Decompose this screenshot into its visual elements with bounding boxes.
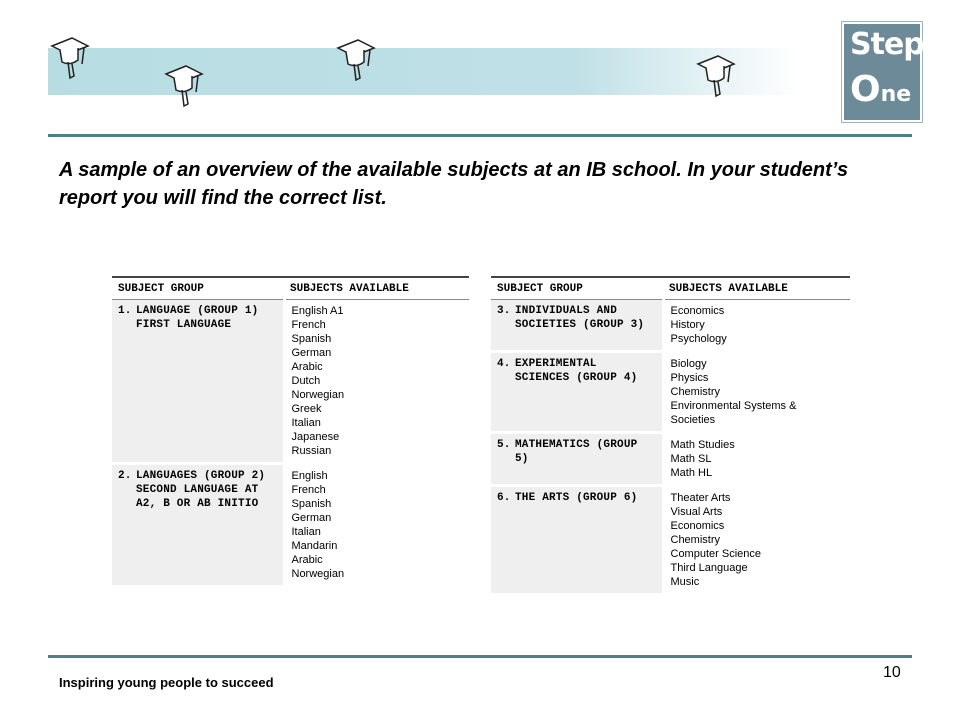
subject-item: Arabic <box>291 361 323 373</box>
subject-item: Greek <box>291 403 322 415</box>
subjects-available-cell <box>663 434 850 484</box>
table-row <box>491 487 850 593</box>
subject-item: Environmental Systems & <box>670 400 797 412</box>
group-number: 3. <box>497 305 511 317</box>
subjects-table-right <box>491 276 850 593</box>
group-number: 1. <box>118 305 132 317</box>
subjects-table-left <box>112 276 469 585</box>
subject-item: Italian <box>291 417 321 429</box>
table-row <box>491 300 850 351</box>
subject-item: Math SL <box>670 453 712 465</box>
group-number: 6. <box>497 492 511 504</box>
footer-divider <box>48 655 912 658</box>
subject-item: Mandarin <box>291 540 338 552</box>
graduation-cap-icon <box>162 64 206 116</box>
subject-item: English <box>291 470 328 482</box>
column-header-subject-group: SUBJECT GROUP <box>491 277 663 300</box>
page-number: 10 <box>883 664 901 681</box>
slide-headline: A sample of an overview of the available subjects at an IB school. In your student’s report you will find the correct list. <box>59 159 849 209</box>
subject-item: Norwegian <box>291 389 345 401</box>
group-number: 2. <box>118 470 132 482</box>
subject-item: Arabic <box>291 554 323 566</box>
group-name: MATHEMATICS (GROUP 5) <box>515 439 638 465</box>
group-name: INDIVIDUALS AND SOCIETIES (GROUP 3) <box>515 305 645 331</box>
subjects-available-cell <box>284 300 469 463</box>
subject-group-cell <box>112 300 284 463</box>
subject-item: English A1 <box>291 305 344 317</box>
subject-group-cell <box>491 434 663 484</box>
subject-item: Biology <box>670 358 707 370</box>
header-banner <box>48 48 800 95</box>
subject-group-cell <box>491 300 663 351</box>
table-row <box>491 353 850 431</box>
subject-item: Theater Arts <box>670 492 731 504</box>
subject-item: Japanese <box>291 431 340 443</box>
column-header-subject-group: SUBJECT GROUP <box>112 277 284 300</box>
subject-item: Spanish <box>291 333 332 345</box>
subject-item: Economics <box>670 520 725 532</box>
subject-group-cell <box>491 353 663 431</box>
subject-item: Math HL <box>670 467 713 479</box>
subject-item: Norwegian <box>291 568 345 580</box>
group-name: EXPERIMENTAL SCIENCES (GROUP 4) <box>515 358 638 384</box>
subject-item: Spanish <box>291 498 332 510</box>
logo-line-2: One <box>850 69 912 110</box>
subject-item: Chemistry <box>670 386 721 398</box>
logo-line-1: Step <box>850 27 924 62</box>
subject-item: Music <box>670 576 700 588</box>
subject-item: Computer Science <box>670 548 761 560</box>
subjects-available-cell <box>284 465 469 585</box>
subject-item: Italian <box>291 526 321 538</box>
subject-item: French <box>291 484 326 496</box>
subject-item: Dutch <box>291 375 321 387</box>
subject-item: French <box>291 319 326 331</box>
subject-item: Psychology <box>670 333 727 345</box>
subject-item: History <box>670 319 705 331</box>
step-one-logo <box>842 22 922 122</box>
subjects-available-cell <box>663 487 850 593</box>
subject-item: Visual Arts <box>670 506 723 518</box>
subject-item: Russian <box>291 445 332 457</box>
subjects-available-cell <box>663 353 850 431</box>
column-header-subjects-available: SUBJECTS AVAILABLE <box>663 277 850 300</box>
group-number: 5. <box>497 439 511 451</box>
subject-item: Math Studies <box>670 439 735 451</box>
subjects-available-cell <box>663 300 850 351</box>
group-name: LANGUAGE (GROUP 1) FIRST LANGUAGE <box>136 305 259 331</box>
subject-item: Economics <box>670 305 725 317</box>
subject-item: Societies <box>670 414 716 426</box>
subject-group-cell <box>491 487 663 593</box>
subject-item: Third Language <box>670 562 748 574</box>
header-divider <box>48 134 912 137</box>
subject-group-cell <box>112 465 284 585</box>
graduation-cap-icon <box>694 54 738 106</box>
graduation-cap-icon <box>334 38 378 90</box>
table-row <box>491 434 850 484</box>
subject-item: Chemistry <box>670 534 721 546</box>
subject-item: German <box>291 347 332 359</box>
group-name: THE ARTS (GROUP 6) <box>515 492 638 504</box>
footer-tagline: Inspiring young people to succeed <box>59 675 274 690</box>
table-row <box>112 465 469 585</box>
group-number: 4. <box>497 358 511 370</box>
subject-item: Physics <box>670 372 709 384</box>
subject-item: German <box>291 512 332 524</box>
table-row <box>112 300 469 463</box>
column-header-subjects-available: SUBJECTS AVAILABLE <box>284 277 469 300</box>
graduation-cap-icon <box>48 36 92 88</box>
group-name: LANGUAGES (GROUP 2) SECOND LANGUAGE AT A2, B OR AB INITIO <box>136 470 266 510</box>
